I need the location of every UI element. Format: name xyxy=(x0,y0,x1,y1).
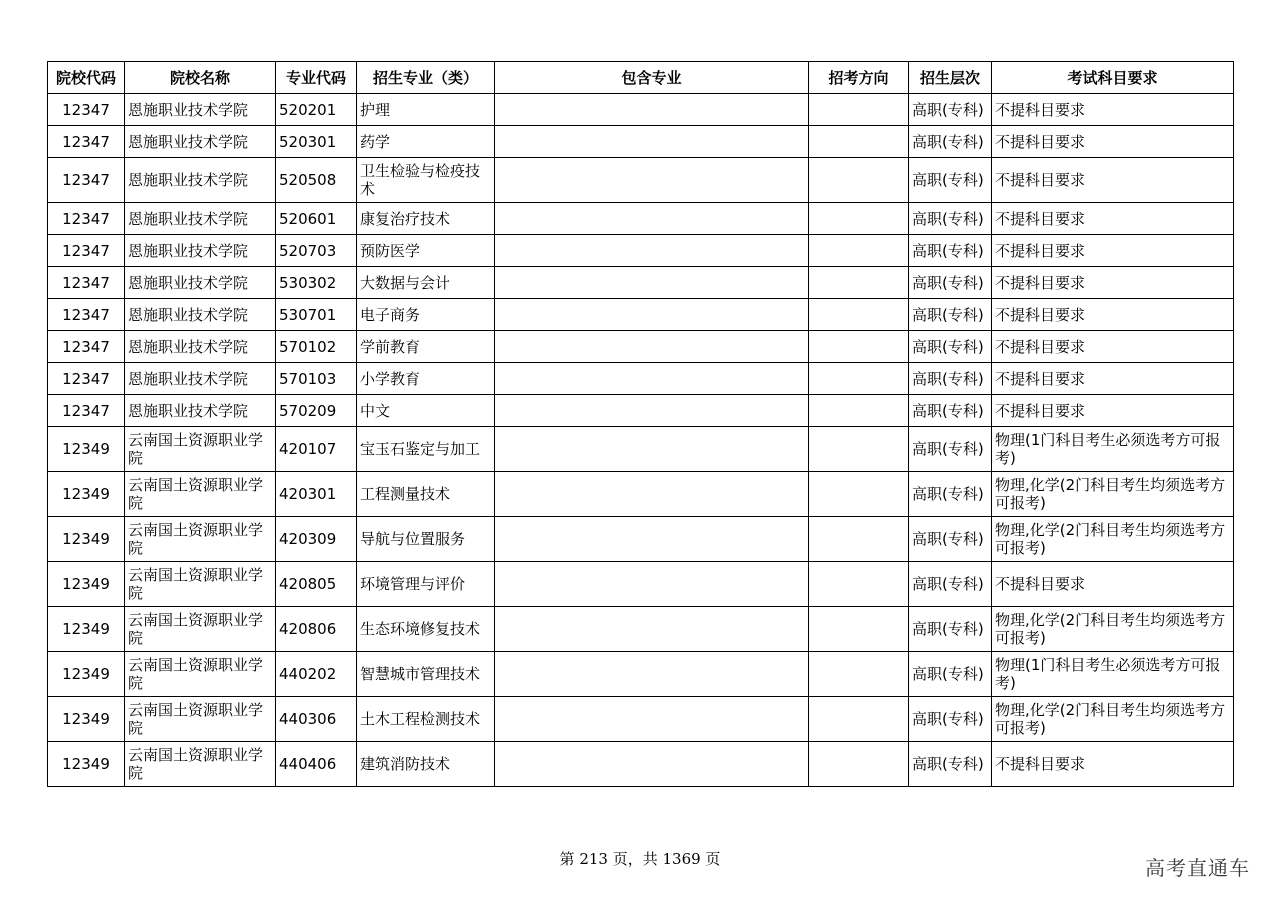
table-row xyxy=(48,126,1234,158)
cell-level: 高职(专科) xyxy=(909,203,992,235)
cell-major-code: 570102 xyxy=(276,331,357,363)
cell-school-code: 12347 xyxy=(48,235,125,267)
table-row xyxy=(48,331,1234,363)
cell-major: 工程测量技术 xyxy=(357,472,495,517)
cell-school-name: 云南国土资源职业学院 xyxy=(125,427,276,472)
cell-major-code: 440306 xyxy=(276,697,357,742)
cell-requirement: 不提科目要求 xyxy=(992,742,1234,787)
cell-requirement: 物理,化学(2门科目考生均须选考方可报考) xyxy=(992,517,1234,562)
cell-includes xyxy=(495,158,809,203)
cell-direction xyxy=(809,697,909,742)
cell-major: 小学教育 xyxy=(357,363,495,395)
cell-school-code: 12347 xyxy=(48,126,125,158)
table-row xyxy=(48,742,1234,787)
cell-direction xyxy=(809,562,909,607)
cell-school-code: 12349 xyxy=(48,607,125,652)
cell-level: 高职(专科) xyxy=(909,697,992,742)
cell-school-name: 云南国土资源职业学院 xyxy=(125,607,276,652)
cell-school-code: 12349 xyxy=(48,427,125,472)
cell-includes xyxy=(495,363,809,395)
cell-major: 电子商务 xyxy=(357,299,495,331)
cell-school-name: 云南国土资源职业学院 xyxy=(125,472,276,517)
col-major: 招生专业（类） xyxy=(357,62,495,94)
cell-major: 宝玉石鉴定与加工 xyxy=(357,427,495,472)
cell-requirement: 不提科目要求 xyxy=(992,331,1234,363)
cell-requirement: 不提科目要求 xyxy=(992,158,1234,203)
cell-school-name: 恩施职业技术学院 xyxy=(125,267,276,299)
table-body xyxy=(48,94,1234,787)
cell-includes xyxy=(495,203,809,235)
cell-level: 高职(专科) xyxy=(909,267,992,299)
cell-includes xyxy=(495,299,809,331)
cell-level: 高职(专科) xyxy=(909,331,992,363)
cell-direction xyxy=(809,331,909,363)
cell-school-code: 12347 xyxy=(48,203,125,235)
cell-includes xyxy=(495,652,809,697)
cell-requirement: 不提科目要求 xyxy=(992,562,1234,607)
cell-requirement: 物理,化学(2门科目考生均须选考方可报考) xyxy=(992,607,1234,652)
cell-school-code: 12347 xyxy=(48,94,125,126)
cell-school-code: 12349 xyxy=(48,697,125,742)
cell-includes xyxy=(495,697,809,742)
cell-school-name: 云南国土资源职业学院 xyxy=(125,562,276,607)
cell-school-name: 恩施职业技术学院 xyxy=(125,395,276,427)
cell-major: 卫生检验与检疫技术 xyxy=(357,158,495,203)
cell-major-code: 520601 xyxy=(276,203,357,235)
cell-direction xyxy=(809,158,909,203)
table-row xyxy=(48,94,1234,126)
cell-direction xyxy=(809,299,909,331)
cell-major-code: 520508 xyxy=(276,158,357,203)
table-row xyxy=(48,472,1234,517)
cell-major-code: 420107 xyxy=(276,427,357,472)
table-row xyxy=(48,697,1234,742)
cell-major-code: 520703 xyxy=(276,235,357,267)
cell-major: 中文 xyxy=(357,395,495,427)
cell-major: 学前教育 xyxy=(357,331,495,363)
cell-level: 高职(专科) xyxy=(909,472,992,517)
cell-level: 高职(专科) xyxy=(909,299,992,331)
table-row xyxy=(48,235,1234,267)
cell-includes xyxy=(495,235,809,267)
cell-level: 高职(专科) xyxy=(909,652,992,697)
cell-major-code: 440406 xyxy=(276,742,357,787)
cell-major-code: 420309 xyxy=(276,517,357,562)
table-row xyxy=(48,203,1234,235)
cell-school-code: 12347 xyxy=(48,363,125,395)
cell-includes xyxy=(495,562,809,607)
cell-major: 导航与位置服务 xyxy=(357,517,495,562)
cell-includes xyxy=(495,267,809,299)
table-row xyxy=(48,395,1234,427)
table-row xyxy=(48,517,1234,562)
cell-major: 大数据与会计 xyxy=(357,267,495,299)
cell-major: 药学 xyxy=(357,126,495,158)
watermark: 高考直通车 xyxy=(1145,856,1250,880)
cell-level: 高职(专科) xyxy=(909,742,992,787)
cell-includes xyxy=(495,126,809,158)
col-direction: 招考方向 xyxy=(809,62,909,94)
cell-requirement: 不提科目要求 xyxy=(992,267,1234,299)
cell-school-name: 恩施职业技术学院 xyxy=(125,203,276,235)
cell-school-name: 云南国土资源职业学院 xyxy=(125,697,276,742)
cell-school-name: 恩施职业技术学院 xyxy=(125,126,276,158)
cell-major-code: 530701 xyxy=(276,299,357,331)
cell-school-code: 12349 xyxy=(48,472,125,517)
table-row xyxy=(48,427,1234,472)
table-row xyxy=(48,652,1234,697)
cell-school-code: 12347 xyxy=(48,158,125,203)
cell-major-code: 530302 xyxy=(276,267,357,299)
cell-major-code: 440202 xyxy=(276,652,357,697)
cell-school-code: 12349 xyxy=(48,742,125,787)
cell-major-code: 570103 xyxy=(276,363,357,395)
cell-direction xyxy=(809,652,909,697)
cell-school-name: 恩施职业技术学院 xyxy=(125,94,276,126)
cell-includes xyxy=(495,472,809,517)
table-row xyxy=(48,363,1234,395)
cell-level: 高职(专科) xyxy=(909,235,992,267)
cell-school-code: 12349 xyxy=(48,652,125,697)
cell-requirement: 不提科目要求 xyxy=(992,363,1234,395)
cell-major-code: 420301 xyxy=(276,472,357,517)
cell-includes xyxy=(495,742,809,787)
col-school-code: 院校代码 xyxy=(48,62,125,94)
cell-major-code: 570209 xyxy=(276,395,357,427)
cell-major: 康复治疗技术 xyxy=(357,203,495,235)
cell-requirement: 物理(1门科目考生必须选考方可报考) xyxy=(992,652,1234,697)
cell-school-code: 12347 xyxy=(48,299,125,331)
cell-direction xyxy=(809,395,909,427)
cell-requirement: 不提科目要求 xyxy=(992,235,1234,267)
cell-school-code: 12349 xyxy=(48,562,125,607)
table-row xyxy=(48,299,1234,331)
cell-school-name: 云南国土资源职业学院 xyxy=(125,652,276,697)
cell-direction xyxy=(809,203,909,235)
cell-school-code: 12347 xyxy=(48,331,125,363)
cell-major: 土木工程检测技术 xyxy=(357,697,495,742)
cell-requirement: 不提科目要求 xyxy=(992,299,1234,331)
table-row xyxy=(48,158,1234,203)
admissions-table xyxy=(47,61,1234,787)
table-row xyxy=(48,562,1234,607)
cell-requirement: 物理(1门科目考生必须选考方可报考) xyxy=(992,427,1234,472)
cell-requirement: 不提科目要求 xyxy=(992,203,1234,235)
table-row xyxy=(48,607,1234,652)
cell-level: 高职(专科) xyxy=(909,158,992,203)
cell-direction xyxy=(809,94,909,126)
cell-major: 预防医学 xyxy=(357,235,495,267)
cell-direction xyxy=(809,267,909,299)
cell-major-code: 520301 xyxy=(276,126,357,158)
cell-school-name: 云南国土资源职业学院 xyxy=(125,517,276,562)
cell-school-name: 恩施职业技术学院 xyxy=(125,331,276,363)
cell-direction xyxy=(809,427,909,472)
cell-level: 高职(专科) xyxy=(909,363,992,395)
col-school-name: 院校名称 xyxy=(125,62,276,94)
cell-level: 高职(专科) xyxy=(909,562,992,607)
cell-includes xyxy=(495,427,809,472)
cell-school-name: 恩施职业技术学院 xyxy=(125,235,276,267)
cell-level: 高职(专科) xyxy=(909,395,992,427)
cell-major-code: 520201 xyxy=(276,94,357,126)
cell-level: 高职(专科) xyxy=(909,517,992,562)
cell-major: 环境管理与评价 xyxy=(357,562,495,607)
cell-major: 生态环境修复技术 xyxy=(357,607,495,652)
col-major-code: 专业代码 xyxy=(276,62,357,94)
cell-direction xyxy=(809,235,909,267)
cell-requirement: 不提科目要求 xyxy=(992,126,1234,158)
cell-direction xyxy=(809,742,909,787)
cell-school-name: 恩施职业技术学院 xyxy=(125,299,276,331)
cell-level: 高职(专科) xyxy=(909,427,992,472)
cell-level: 高职(专科) xyxy=(909,607,992,652)
cell-includes xyxy=(495,94,809,126)
cell-includes xyxy=(495,517,809,562)
cell-requirement: 物理,化学(2门科目考生均须选考方可报考) xyxy=(992,697,1234,742)
cell-major-code: 420806 xyxy=(276,607,357,652)
cell-requirement: 物理,化学(2门科目考生均须选考方可报考) xyxy=(992,472,1234,517)
cell-school-code: 12349 xyxy=(48,517,125,562)
cell-level: 高职(专科) xyxy=(909,94,992,126)
cell-direction xyxy=(809,517,909,562)
cell-includes xyxy=(495,607,809,652)
cell-direction xyxy=(809,363,909,395)
cell-direction xyxy=(809,126,909,158)
header-row xyxy=(48,62,1234,94)
col-level: 招生层次 xyxy=(909,62,992,94)
cell-includes xyxy=(495,331,809,363)
cell-major-code: 420805 xyxy=(276,562,357,607)
cell-level: 高职(专科) xyxy=(909,126,992,158)
cell-major: 护理 xyxy=(357,94,495,126)
cell-school-name: 恩施职业技术学院 xyxy=(125,158,276,203)
cell-school-code: 12347 xyxy=(48,395,125,427)
cell-school-name: 云南国土资源职业学院 xyxy=(125,742,276,787)
table-row xyxy=(48,267,1234,299)
table-header xyxy=(48,62,1234,94)
cell-major: 智慧城市管理技术 xyxy=(357,652,495,697)
col-requirement: 考试科目要求 xyxy=(992,62,1234,94)
cell-includes xyxy=(495,395,809,427)
cell-direction xyxy=(809,607,909,652)
cell-school-name: 恩施职业技术学院 xyxy=(125,363,276,395)
cell-school-code: 12347 xyxy=(48,267,125,299)
page-footer: 第 213 页，共 1369 页 xyxy=(559,850,721,868)
cell-direction xyxy=(809,472,909,517)
cell-major: 建筑消防技术 xyxy=(357,742,495,787)
cell-requirement: 不提科目要求 xyxy=(992,395,1234,427)
col-includes: 包含专业 xyxy=(495,62,809,94)
cell-requirement: 不提科目要求 xyxy=(992,94,1234,126)
